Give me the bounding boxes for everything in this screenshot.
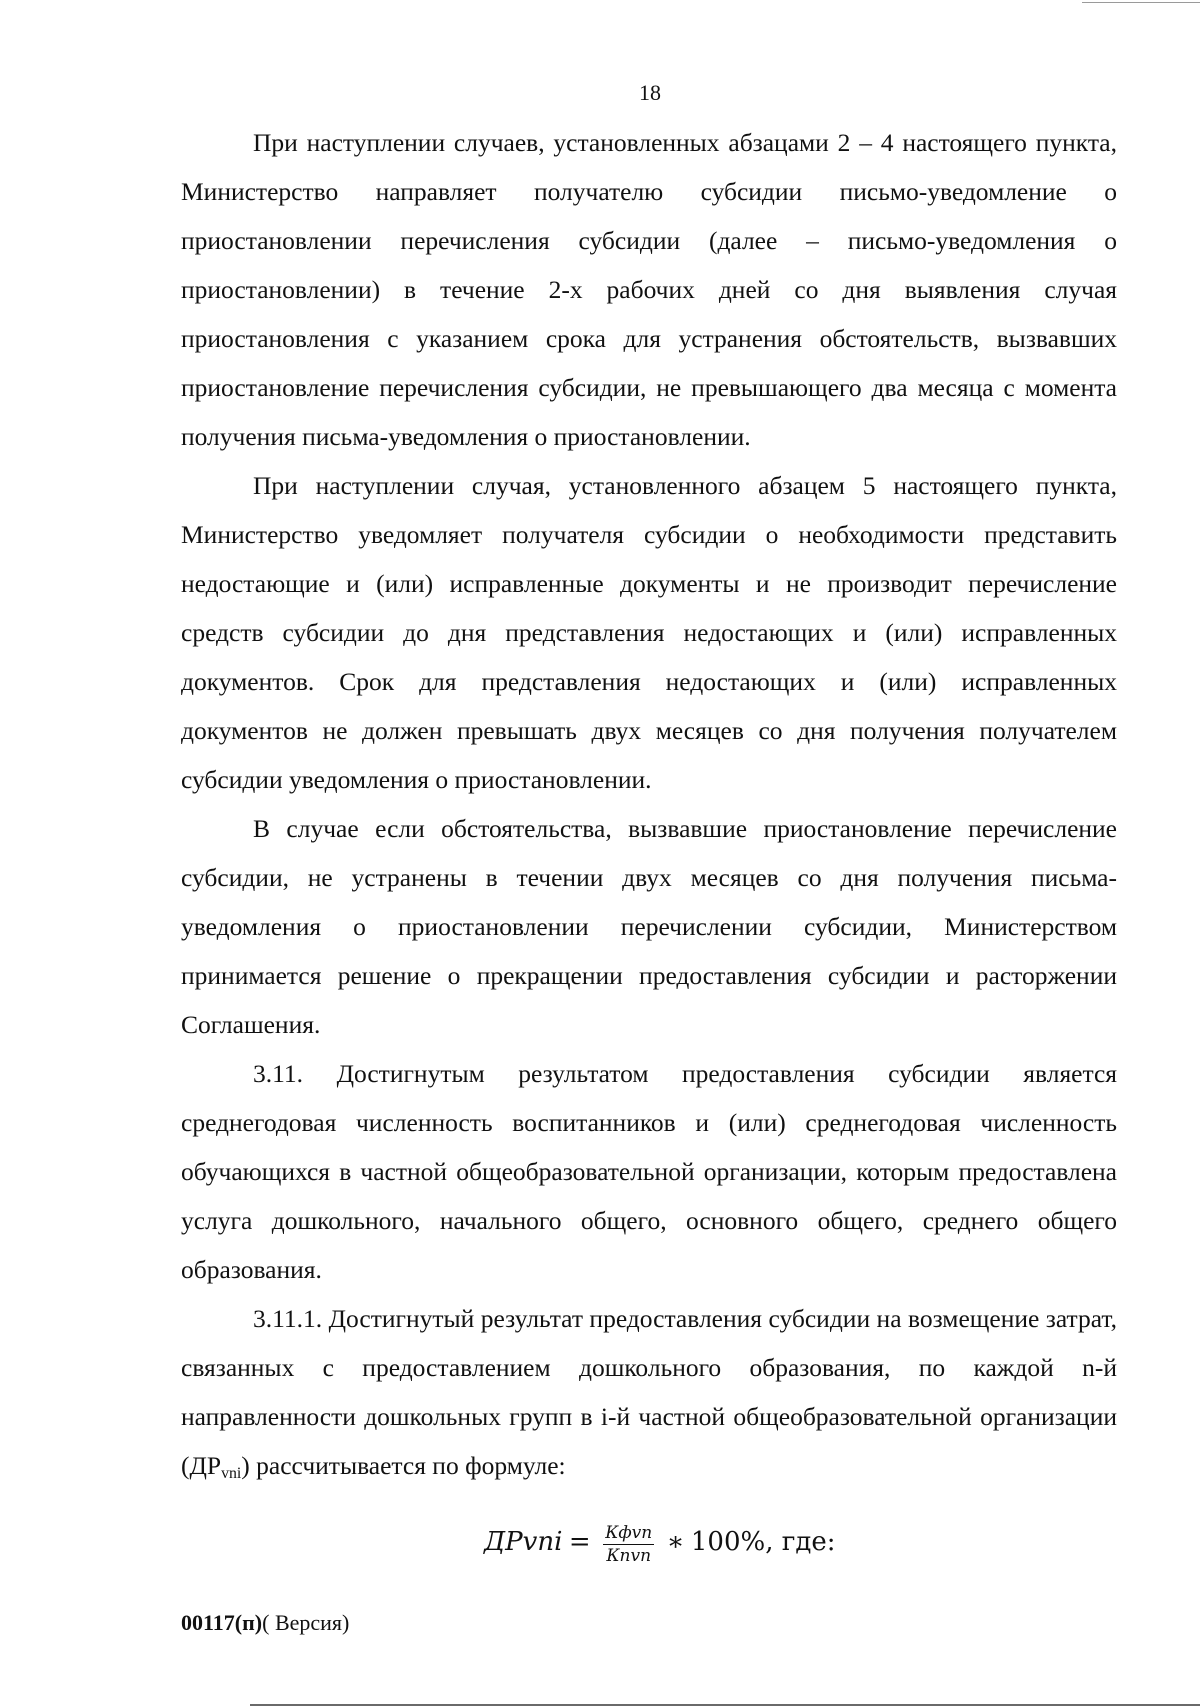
scan-edge-line-bottom <box>250 1704 1200 1706</box>
formula-denominator: Кпvn <box>606 1545 652 1566</box>
paragraph-3-11-1-tail: ) рассчитывается по формуле: <box>241 1451 566 1480</box>
footer-document-code <box>181 1608 349 1638</box>
scan-edge-line-top <box>1082 2 1200 3</box>
formula-fraction <box>603 1522 654 1567</box>
paragraph-3-11-1-text: 3.11.1. Достигнутый результат предоставления субсидии на возмещение затрат, связанных с предоставлением дошкольного образования, по каждой n-й направленности дошкольных групп в i-й частной общеобразовательной организации (ДР <box>181 1304 1117 1480</box>
formula-multiply-operator: ∗ <box>666 1527 685 1557</box>
formula-dr-vni <box>484 1512 836 1572</box>
paragraph-3-11-result: 3.11. Достигнутым результатом предоставления субсидии является среднегодовая численность воспитанников и (или) среднегодовая численность обучающихся в частной общеобразовательной организации, которым предоставлена услуга дошкольного, начального общего, основного общего, среднего общего образования. <box>181 1059 1117 1284</box>
formula-numerator: Кфvn <box>605 1522 653 1543</box>
formula-lhs: ДРvni <box>484 1527 563 1557</box>
document-body <box>181 118 1117 1490</box>
paragraph-termination: В случае если обстоятельства, вызвавшие приостановление перечисление субсидии, не устранены в течении двух месяцев со дня получения письма-уведомления о приостановлении перечислении субсидии, Министерством принимается решение о прекращении предоставления субсидии и расторжении Соглашения. <box>181 814 1117 1039</box>
page-number: 18 <box>639 80 661 105</box>
paragraph-missing-documents: При наступлении случая, установленного абзацем 5 настоящего пункта, Министерство уведомляет получателя субсидии о необходимости представить недостающие и (или) исправленные документы и не производит перечисление средств субсидии до дня представления недостающих и (или) исправленных документов. Срок для представления недостающих и (или) исправленных документов не должен превышать двух месяцев со дня получения получателем субсидии уведомления о приостановлении. <box>181 471 1117 794</box>
formula-percent: 100%, где: <box>690 1527 836 1557</box>
paragraph-suspension-notice: При наступлении случаев, установленных абзацами 2 – 4 настоящего пункта, Министерство направляет получателю субсидии письмо-уведомление о приостановлении перечисления субсидии (далее – письмо-уведомления о приостановлении) в течение 2-х рабочих дней со дня выявления случая приостановления с указанием срока для устранения обстоятельств, вызвавших приостановление перечисления субсидии, не превышающего два месяца с момента получения письма-уведомления о приостановлении. <box>181 128 1117 451</box>
footer-code: 00117(п) <box>181 1610 263 1635</box>
paragraph-3-11-1-subscript: vni <box>221 1464 242 1482</box>
paragraph-3-11-1-result <box>181 1294 1117 1490</box>
formula-equals: = <box>568 1527 591 1557</box>
footer-version: ( Версия) <box>262 1610 350 1635</box>
